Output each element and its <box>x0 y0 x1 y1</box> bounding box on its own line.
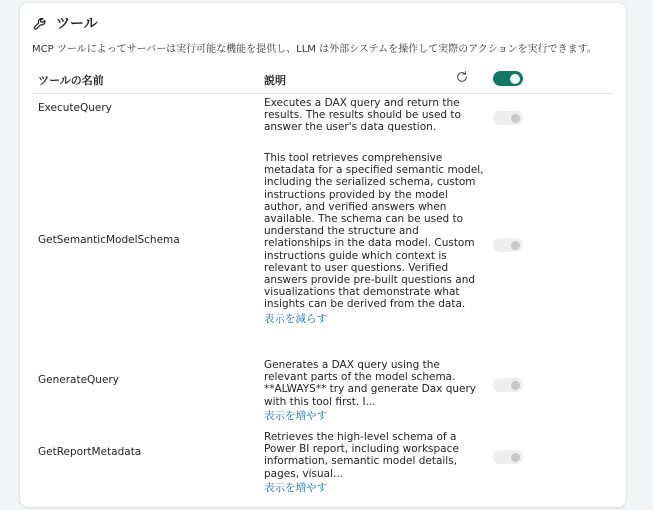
column-header-name: ツールの名前 <box>38 74 104 87</box>
show-less-link[interactable]: 表示を減らす <box>264 312 327 325</box>
refresh-icon[interactable] <box>455 70 469 84</box>
tools-panel <box>20 3 626 507</box>
tool-toggle[interactable] <box>493 238 523 252</box>
tool-name: ExecuteQuery <box>38 102 112 114</box>
tool-toggle[interactable] <box>493 450 523 464</box>
show-more-link[interactable]: 表示を増やす <box>264 409 327 422</box>
tool-description-text: This tool retrieves comprehensive metadata for a specified semantic model, including the serialized schema, custom instructions provided by the model author, and verified answers when available. The schema can be used to understand the structure and relationships in the data model. Custom instructions guide which context is relevant to user questions. Verified answers provide pre-built questions and visualizations that demonstrate what insights can be derived from the data. <box>264 152 484 311</box>
tool-name: GetSemanticModelSchema <box>38 234 180 246</box>
panel-description: MCP ツールによってサーバーは実行可能な機能を提供し、LLM は外部システムを操作して実際のアクションを実行できます。 <box>32 44 597 55</box>
tool-description-text: Retrieves the high-level schema of a Power BI report, including workspace information, semantic model details, pages, visual... <box>264 431 459 480</box>
tool-name: GetReportMetadata <box>38 446 142 458</box>
tool-description <box>264 359 484 422</box>
tool-name: GenerateQuery <box>38 374 119 386</box>
tool-description-text: Generates a DAX query using the relevant parts of the model schema. **ALWAYS** try and generate Dax query with this tool first. I... <box>264 359 477 408</box>
tool-toggle[interactable] <box>493 111 523 125</box>
enable-all-toggle[interactable] <box>493 71 523 86</box>
wrench-icon <box>32 14 50 32</box>
tool-toggle[interactable] <box>493 378 523 392</box>
column-header-description: 説明 <box>264 74 286 87</box>
tool-description <box>264 97 484 134</box>
tool-description-text: Executes a DAX query and return the results. The results should be used to answer the user's data question. <box>264 97 461 134</box>
panel-header <box>32 13 98 33</box>
tool-description <box>264 431 484 494</box>
tool-description <box>264 152 484 325</box>
show-more-link[interactable]: 表示を増やす <box>264 481 327 494</box>
panel-title: ツール <box>56 16 98 32</box>
header-divider <box>32 93 614 94</box>
